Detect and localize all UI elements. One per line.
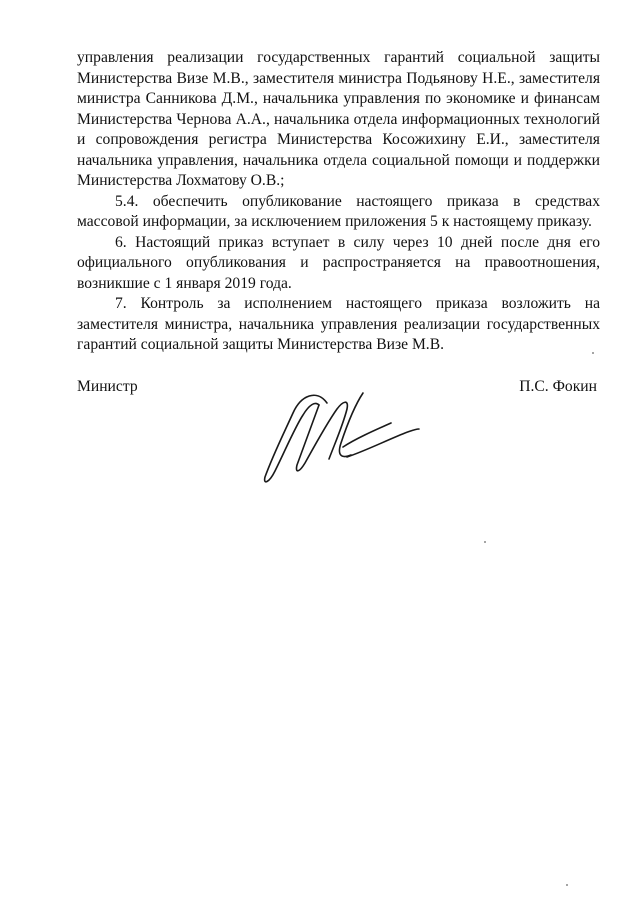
paragraph-item-6: 6. Настоящий приказ вступает в силу через 10 дней после дня его официального опубликования и распространяется на правоотношения, возникшие с 1 января 2019 года. [77, 233, 600, 292]
signer-name: П.С. Фокин [519, 378, 597, 395]
scan-speck [484, 541, 486, 543]
document-body [77, 48, 600, 356]
scan-speck [566, 884, 568, 886]
paragraph-continuation: управления реализации государственных гарантий социальной защиты Министерства Визе М.В., заместителя министра Подьянову Н.Е., заместителя министра Санникова Д.М., начальника управления по экономике и финансам Министерства Чернова А.А., начальника отдела информационных технологий и сопровождения регистра Министерства Косожихину Е.И., заместителя начальника управления, начальника отдела социальной помощи и поддержки Министерства Лохматову О.В.; [77, 49, 600, 189]
paragraph-item-7: 7. Контроль за исполнением настоящего приказа возложить на заместителя министра, начальника управления реализации государственных гарантий социальной защиты Министерства Визе М.В. [77, 295, 600, 353]
paragraph-item-5-4: 5.4. обеспечить опубликование настоящего приказа в средствах массовой информации, за исключением приложения 5 к настоящему приказу. [77, 192, 600, 230]
scan-speck [592, 352, 594, 354]
signer-position: Министр [77, 378, 138, 395]
handwritten-signature [255, 385, 430, 490]
